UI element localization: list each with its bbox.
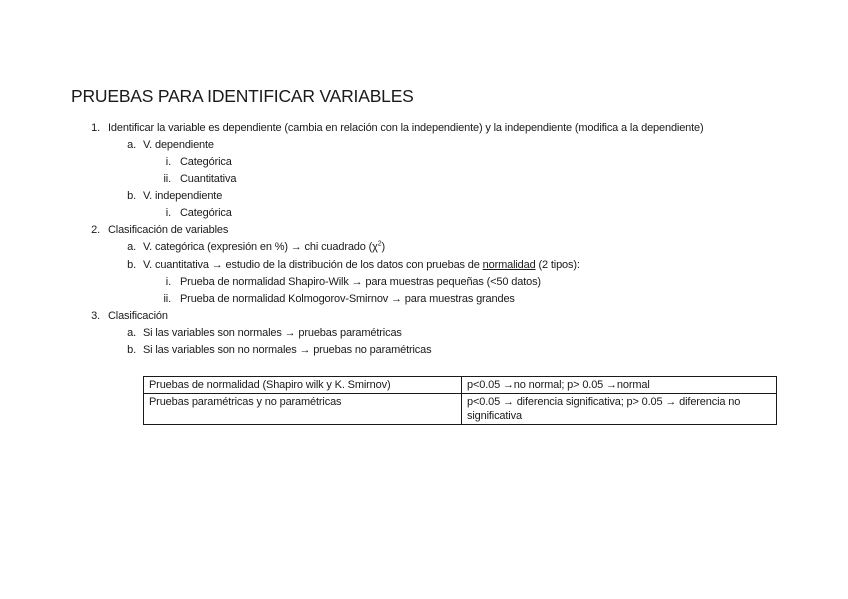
underlined-word: normalidad <box>482 259 536 271</box>
list-item-text: V. independiente <box>143 190 223 202</box>
list-item-text: V. dependiente <box>143 139 214 151</box>
list-item-text <box>143 240 385 254</box>
list-item-text: Categórica <box>180 156 232 168</box>
list-marker: 1. <box>91 122 100 134</box>
list-item-text <box>143 258 580 272</box>
table-cell: Pruebas de normalidad (Shapiro wilk y K. Smirnov) <box>144 377 462 394</box>
list-marker: a. <box>127 241 136 253</box>
text-segment: V. categórica (expresión en %) → chi cuadrado (χ <box>143 241 378 253</box>
table-cell: Pruebas paramétricas y no paramétricas <box>144 394 462 425</box>
list-marker: ii. <box>163 293 171 305</box>
list-item-text: Si las variables son no normales → pruebas no paramétricas <box>143 344 432 356</box>
text-segment: ) <box>381 241 386 253</box>
list-item-text: Clasificación <box>108 310 168 322</box>
list-marker: i. <box>165 207 171 219</box>
page-title: PRUEBAS PARA IDENTIFICAR VARIABLES <box>71 86 414 106</box>
list-marker: b. <box>127 344 136 356</box>
list-item-text: Prueba de normalidad Shapiro-Wilk → para muestras pequeñas (<50 datos) <box>180 276 541 288</box>
list-item-text: Cuantitativa <box>180 173 237 185</box>
text-segment: (2 tipos): <box>535 259 580 271</box>
list-item-text: Clasificación de variables <box>108 224 229 236</box>
table-cell: p<0.05 →no normal; p> 0.05 →normal <box>462 377 777 394</box>
list-item-text: Identificar la variable es dependiente (cambia en relación con la independiente) y la independiente (modifica a la dependiente) <box>108 122 704 134</box>
list-marker: 2. <box>91 224 100 236</box>
list-marker: a. <box>127 327 136 339</box>
list-marker: 3. <box>91 310 100 322</box>
table-cell: p<0.05 → diferencia significativa; p> 0.05 → diferencia no significativa <box>462 394 777 425</box>
text-segment: V. cuantitativa → estudio de la distribución de los datos con pruebas de <box>143 259 483 271</box>
table-row <box>144 377 777 394</box>
list-marker: ii. <box>163 173 171 185</box>
list-marker: b. <box>127 259 136 271</box>
list-item-text: Prueba de normalidad Kolmogorov-Smirnov → para muestras grandes <box>180 293 515 305</box>
list-marker: b. <box>127 190 136 202</box>
table-row <box>144 394 777 425</box>
summary-table <box>143 376 777 425</box>
list-marker: i. <box>165 156 171 168</box>
superscript: 2 <box>377 240 382 248</box>
list-marker: a. <box>127 139 136 151</box>
list-marker: i. <box>165 276 171 288</box>
list-item-text: Categórica <box>180 207 232 219</box>
list-item-text: Si las variables son normales → pruebas paramétricas <box>143 327 402 339</box>
